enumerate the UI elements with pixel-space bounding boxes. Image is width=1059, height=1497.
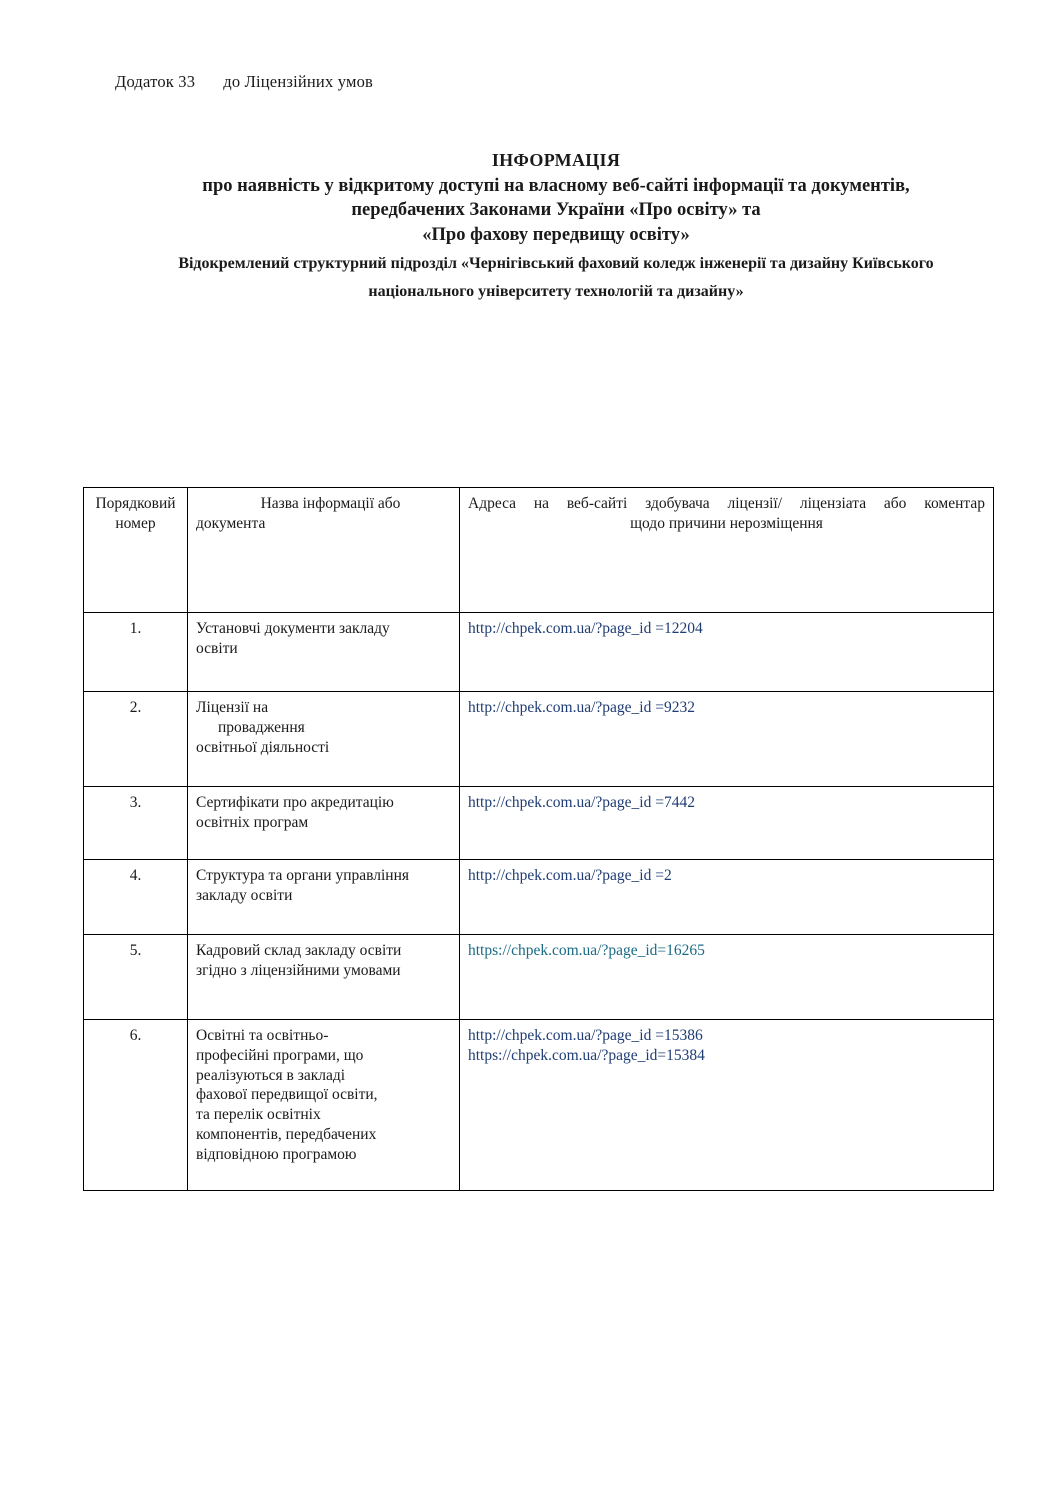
website-link[interactable]: http://chpek.com.ua/?page_id =2	[468, 867, 672, 884]
row-document-name-line: закладу освіти	[196, 886, 293, 904]
row-address	[460, 1020, 994, 1191]
row-document-name	[188, 1020, 460, 1191]
row-document-name-line: згідно з ліцензійними умовами	[196, 961, 401, 979]
appendix-label: Додаток 33	[115, 72, 196, 91]
row-number: 1.	[84, 613, 188, 692]
document-subtitle-line-3: «Про фахову передвищу освіту»	[422, 224, 690, 245]
website-link[interactable]: http://chpek.com.ua/?page_id =7442	[468, 794, 695, 811]
row-address	[460, 935, 994, 1020]
appendix-header	[115, 72, 997, 92]
row-document-name-line: Установчі документи закладу	[196, 620, 390, 637]
row-document-name-line: реалізуються в закладі	[196, 1066, 346, 1084]
organization-name-line-2: національного університету технологій та дизайну»	[368, 283, 744, 301]
row-document-name	[188, 787, 460, 860]
row-address	[460, 787, 994, 860]
table-row	[84, 613, 994, 692]
document-title: ІНФОРМАЦІЯ	[491, 150, 621, 170]
row-document-name-line: Сертифікати про акредитацію	[196, 794, 394, 811]
row-document-name	[188, 935, 460, 1020]
information-table	[83, 487, 994, 1191]
organization-name-line-1: Відокремлений структурний підрозділ «Чернігівський фаховий коледж інженерії та дизайну Київського	[178, 254, 934, 272]
website-link[interactable]: http://chpek.com.ua/?page_id =15386	[468, 1027, 703, 1044]
column-header-number-line-2: номер	[115, 514, 156, 532]
table-row	[84, 935, 994, 1020]
row-document-name-line: Кадровий склад закладу освіти	[196, 942, 402, 959]
document-subtitle-line-2: передбачених Законами України «Про освіту» та	[351, 200, 761, 221]
row-document-name-line: Освітні та освітньо-	[196, 1027, 329, 1044]
row-document-name-line: Структура та органи управління	[196, 867, 410, 884]
row-document-name-line: Ліцензії на	[196, 699, 269, 716]
column-header-name-line-2: документа	[196, 514, 266, 532]
row-document-name-line: освіти	[196, 639, 238, 657]
table-row	[84, 1020, 994, 1191]
column-header-address-line-1: Адреса на веб-сайті здобувача ліцензії/ ліцензіата або коментар	[468, 495, 985, 512]
column-header-address	[460, 488, 994, 613]
table-header	[84, 488, 994, 613]
website-link[interactable]: https://chpek.com.ua/?page_id=15384	[468, 1046, 705, 1064]
row-number: 5.	[84, 935, 188, 1020]
row-number: 3.	[84, 787, 188, 860]
row-document-name-line: відповідною програмою	[196, 1145, 357, 1163]
column-header-name	[188, 488, 460, 613]
document-subtitle-line-1: про наявність у відкритому доступі на власному веб-сайті інформації та документів,	[202, 176, 910, 196]
row-document-name-line: провадження	[218, 718, 305, 736]
website-link[interactable]: http://chpek.com.ua/?page_id =12204	[468, 620, 703, 637]
column-header-number-line-1: Порядковий	[95, 495, 176, 512]
row-document-name-line: та перелік освітніх	[196, 1106, 321, 1124]
row-document-name-line: фахової передвищої освіти,	[196, 1086, 378, 1104]
row-address	[460, 613, 994, 692]
row-document-name-line: професійні програми, що	[196, 1046, 364, 1064]
row-number: 6.	[84, 1020, 188, 1191]
website-link[interactable]: http://chpek.com.ua/?page_id =9232	[468, 699, 695, 716]
row-address	[460, 692, 994, 787]
row-document-name	[188, 860, 460, 935]
row-number: 4.	[84, 860, 188, 935]
row-number: 2.	[84, 692, 188, 787]
website-link[interactable]: https://chpek.com.ua/?page_id=16265	[468, 942, 705, 959]
table-body	[84, 613, 994, 1191]
row-document-name-line: освітньої діяльності	[196, 738, 330, 756]
column-header-name-line-1: Назва інформації або	[260, 495, 401, 512]
table-header-row	[84, 488, 994, 613]
title-block	[115, 150, 997, 303]
column-header-address-line-2: щодо причини нерозміщення	[630, 514, 823, 532]
row-document-name-line: освітніх програм	[196, 813, 309, 831]
appendix-reference: до Ліцензійних умов	[223, 72, 374, 91]
table-row	[84, 787, 994, 860]
row-document-name	[188, 692, 460, 787]
row-address	[460, 860, 994, 935]
table-row	[84, 692, 994, 787]
row-document-name-line: компонентів, передбачених	[196, 1126, 377, 1144]
row-document-name	[188, 613, 460, 692]
column-header-number	[84, 488, 188, 613]
table-row	[84, 860, 994, 935]
